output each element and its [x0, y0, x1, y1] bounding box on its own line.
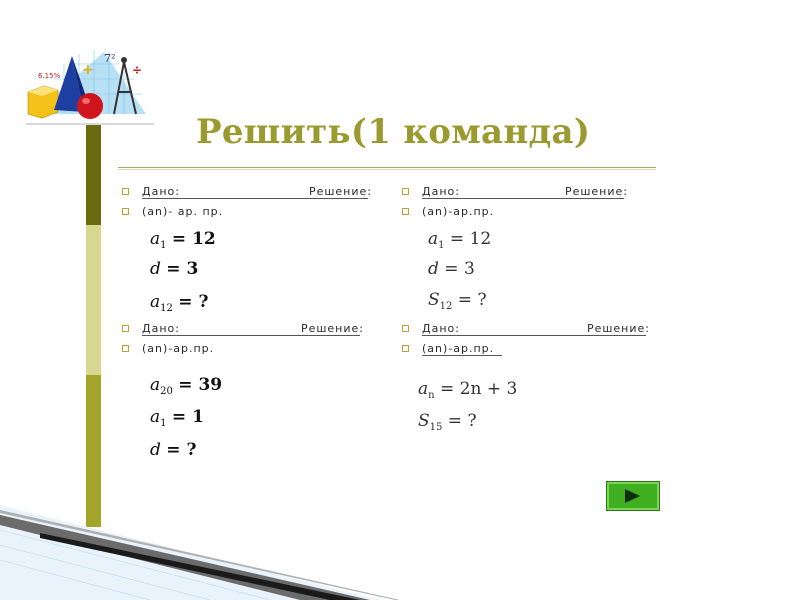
formula-a20: $a_{20} = 39$: [150, 375, 223, 397]
formula-s12: $S_{12}$ = ?: [428, 290, 487, 312]
formula-d: d = 3: [150, 259, 199, 279]
dado-label: Дано:: [142, 185, 180, 198]
math-logo-icon: [24, 44, 156, 126]
problem-4: [402, 320, 650, 360]
formula-s15: $S_{15}$ = ?: [418, 411, 477, 433]
dado-label: Дано:: [422, 185, 460, 198]
svg-text:+: +: [82, 62, 94, 78]
bullet-icon: [402, 345, 409, 352]
formula-d: d = 3: [428, 259, 475, 279]
bullet-icon: [122, 188, 129, 195]
reshenie-label: Решение:: [300, 322, 364, 335]
bullet-icon: [122, 345, 129, 352]
progression-label: (an)-ар.пр.: [422, 342, 495, 355]
formula-d: d = ?: [150, 440, 197, 460]
svg-text:÷: ÷: [132, 63, 143, 77]
formula-a1: $a_1 = 12$: [428, 229, 492, 251]
bullet-icon: [402, 208, 409, 215]
logo-power: 7²: [104, 52, 116, 65]
formula-a1: $a_1 = 12$: [150, 229, 216, 251]
formula-a1: $a_1 = 1$: [150, 407, 204, 429]
formula-an: $a_n = 2n + 3$: [418, 379, 518, 401]
dado-label: Дано:: [422, 322, 460, 335]
dado-label: Дано:: [142, 322, 180, 335]
progression-label: (an)- ар. пр.: [142, 205, 224, 218]
bullet-icon: [122, 208, 129, 215]
bullet-icon: [402, 188, 409, 195]
title-underline: [118, 167, 656, 168]
problem-2: [402, 183, 628, 223]
reshenie-label: Решение:: [564, 185, 628, 198]
bullet-icon: [402, 325, 409, 332]
progression-label: (an)-ар.пр.: [142, 342, 215, 355]
formula-a12: $a_{12}$ = ?: [150, 292, 209, 314]
vertical-accent-bar: [86, 125, 101, 527]
logo-percent: 6.15%: [38, 72, 61, 80]
progression-label: (an)-ар.пр.: [422, 205, 495, 218]
page-title: Решить(1 команда): [196, 112, 591, 152]
bottom-decoration: [0, 505, 800, 600]
reshenie-label: Решение:: [586, 322, 650, 335]
problem-1: [122, 183, 372, 223]
bullet-icon: [122, 325, 129, 332]
reshenie-label: Решение:: [308, 185, 372, 198]
problem-3: [122, 320, 364, 360]
play-triangle-icon: [625, 489, 640, 503]
